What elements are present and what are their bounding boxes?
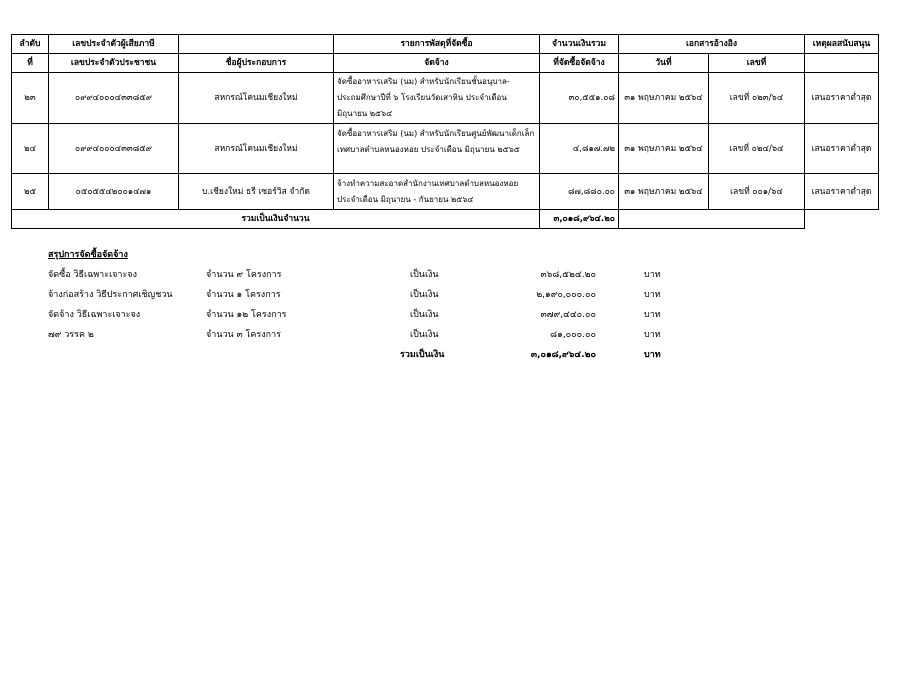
summary-total-amount: ๓,๐๑๘,๙๖๔.๒๐ [530, 350, 596, 360]
header-vendor: ชื่อผู้ประกอบการ [179, 54, 334, 73]
total-amount: ๓,๐๑๘,๙๖๔.๒๐ [540, 210, 619, 229]
summary-amount: ๒,๑๙๐,๐๐๐.๐๐ [536, 290, 596, 300]
row-amount: ๓๐,๕๕๑.๐๘ [540, 73, 619, 124]
procurement-summary [48, 247, 661, 367]
summary-label: เป็นเงิน [410, 310, 439, 320]
row-description-line: ประจำเดือน มิถุนายน - กันยายน ๒๕๖๔ [337, 194, 474, 204]
header-vendor-blank [179, 35, 334, 54]
total-label: รวมเป็นเงินจำนวน [12, 210, 540, 229]
row-no: ๒๕ [12, 174, 49, 210]
summary-amount: ๓๖๘,๕๒๔.๒๐ [540, 270, 596, 280]
summary-label: เป็นเงิน [410, 290, 439, 300]
header-row-2 [12, 54, 879, 73]
row-docno: เลขที่ ๐๒๓/๖๔ [709, 73, 805, 124]
summary-row [48, 327, 661, 347]
summary-count: จำนวน ๑๒ โครงการ [206, 310, 287, 320]
row-description-line: จัดซื้ออาหารเสริม (นม) สำหรับนักเรียนชั้นอนุบาล- [337, 77, 510, 86]
summary-row [48, 307, 661, 327]
row-description [334, 124, 540, 174]
summary-total-row [48, 347, 661, 367]
summary-type: จัดซื้อ วิธีเฉพาะเจาะจง [48, 270, 137, 280]
row-vendor: บ.เชียงใหม่ ธรี เซอร์วิส จำกัด [179, 174, 334, 210]
row-reason: เสนอราคาต่ำสุด [805, 73, 879, 124]
row-taxid: ๐๙๙๔๐๐๐๔๓๓๘๕๙ [49, 124, 179, 174]
header-no-2: ที่ [12, 54, 49, 73]
summary-amount: ๘๑,๐๐๐.๐๐ [550, 330, 596, 340]
total-row [12, 210, 879, 229]
summary-label: เป็นเงิน [410, 270, 439, 280]
table-row [12, 174, 879, 210]
header-no-1: ลำดับ [12, 35, 49, 54]
summary-unit: บาท [644, 310, 661, 320]
row-docno: เลขที่ ๐๒๔/๖๔ [709, 124, 805, 174]
header-reason-blank [805, 54, 879, 73]
summary-total-unit: บาท [644, 350, 661, 360]
row-date: ๓๑ พฤษภาคม ๒๕๖๔ [619, 174, 709, 210]
header-amount-1: จำนวนเงินรวม [540, 35, 619, 54]
summary-row [48, 267, 661, 287]
row-amount: ๘๗,๘๘๐.๐๐ [540, 174, 619, 210]
row-amount: ๔,๘๑๗.๗๒ [540, 124, 619, 174]
summary-total-label: รวมเป็นเงิน [400, 350, 445, 360]
summary-type: จัดจ้าง วิธีเฉพาะเจาะจง [48, 310, 141, 320]
row-vendor: สหกรณ์โคนมเชียงใหม่ [179, 73, 334, 124]
total-reason-blank [805, 210, 879, 229]
total-refdoc-blank [619, 210, 805, 229]
header-row-1 [12, 35, 879, 54]
header-amount-2: ที่จัดซื้อจัดจ้าง [540, 54, 619, 73]
row-taxid: ๐๙๙๔๐๐๐๔๓๓๘๕๙ [49, 73, 179, 124]
row-no: ๒๔ [12, 124, 49, 174]
row-description-line: มิถุนายน ๒๕๖๔ [337, 109, 393, 118]
row-reason: เสนอราคาต่ำสุด [805, 174, 879, 210]
row-description [334, 174, 540, 210]
row-description-line: จ้างทำความสะอาดสำนักงานเทศบาลตำบลหนองหอย [337, 178, 519, 188]
summary-label: เป็นเงิน [410, 330, 439, 340]
row-description [334, 73, 540, 124]
summary-type: จ้างก่อสร้าง วิธีประกาศเชิญชวน [48, 290, 173, 300]
table-row [12, 73, 879, 124]
row-no: ๒๓ [12, 73, 49, 124]
row-reason: เสนอราคาต่ำสุด [805, 124, 879, 174]
header-items-1: รายการพัสดุที่จัดซื้อ [334, 35, 540, 54]
summary-row [48, 287, 661, 307]
header-reason: เหตุผลสนับสนุน [805, 35, 879, 54]
row-vendor: สหกรณ์โคนมเชียงใหม่ [179, 124, 334, 174]
header-refdoc: เอกสารอ้างอิง [619, 35, 805, 54]
summary-count: จำนวน ๙ โครงการ [206, 270, 282, 280]
row-description-line: เทศบาลตำบลหนองหอย ประจำเดือน มิถุนายน ๒๕๖๕ [337, 145, 520, 154]
summary-count: จำนวน ๑ โครงการ [206, 290, 281, 300]
header-docno: เลขที่ [709, 54, 805, 73]
procurement-table [11, 34, 879, 229]
header-items-2: จัดจ้าง [334, 54, 540, 73]
row-docno: เลขที่ ๐๐๑/๖๔ [709, 174, 805, 210]
summary-title: สรุปการจัดซื้อจัดจ้าง [48, 250, 128, 260]
table-row [12, 124, 879, 174]
summary-amount: ๓๗๙,๔๔๐.๐๐ [540, 310, 596, 320]
summary-unit: บาท [644, 290, 661, 300]
header-taxid-1: เลขประจำตัวผู้เสียภาษี [49, 35, 179, 54]
summary-count: จำนวน ๓ โครงการ [206, 330, 281, 340]
row-description-line: จัดซื้ออาหารเสริม (นม) สำหรับนักเรียนศูนย์พัฒนาเด็กเล็ก [337, 129, 535, 138]
summary-unit: บาท [644, 270, 661, 280]
row-date: ๓๑ พฤษภาคม ๒๕๖๔ [619, 124, 709, 174]
row-taxid: ๐๕๐๕๕๔๒๐๐๑๔๗๑ [49, 174, 179, 210]
row-description-line: ประถมศึกษาปีที่ ๖ โรงเรียนวัดเสาหิน ประจำเดือน [337, 93, 507, 102]
header-date: วันที่ [619, 54, 709, 73]
summary-unit: บาท [644, 330, 661, 340]
row-date: ๓๑ พฤษภาคม ๒๕๖๔ [619, 73, 709, 124]
summary-type: ๗๙ วรรค ๒ [48, 330, 94, 340]
header-taxid-2: เลขประจำตัวประชาชน [49, 54, 179, 73]
